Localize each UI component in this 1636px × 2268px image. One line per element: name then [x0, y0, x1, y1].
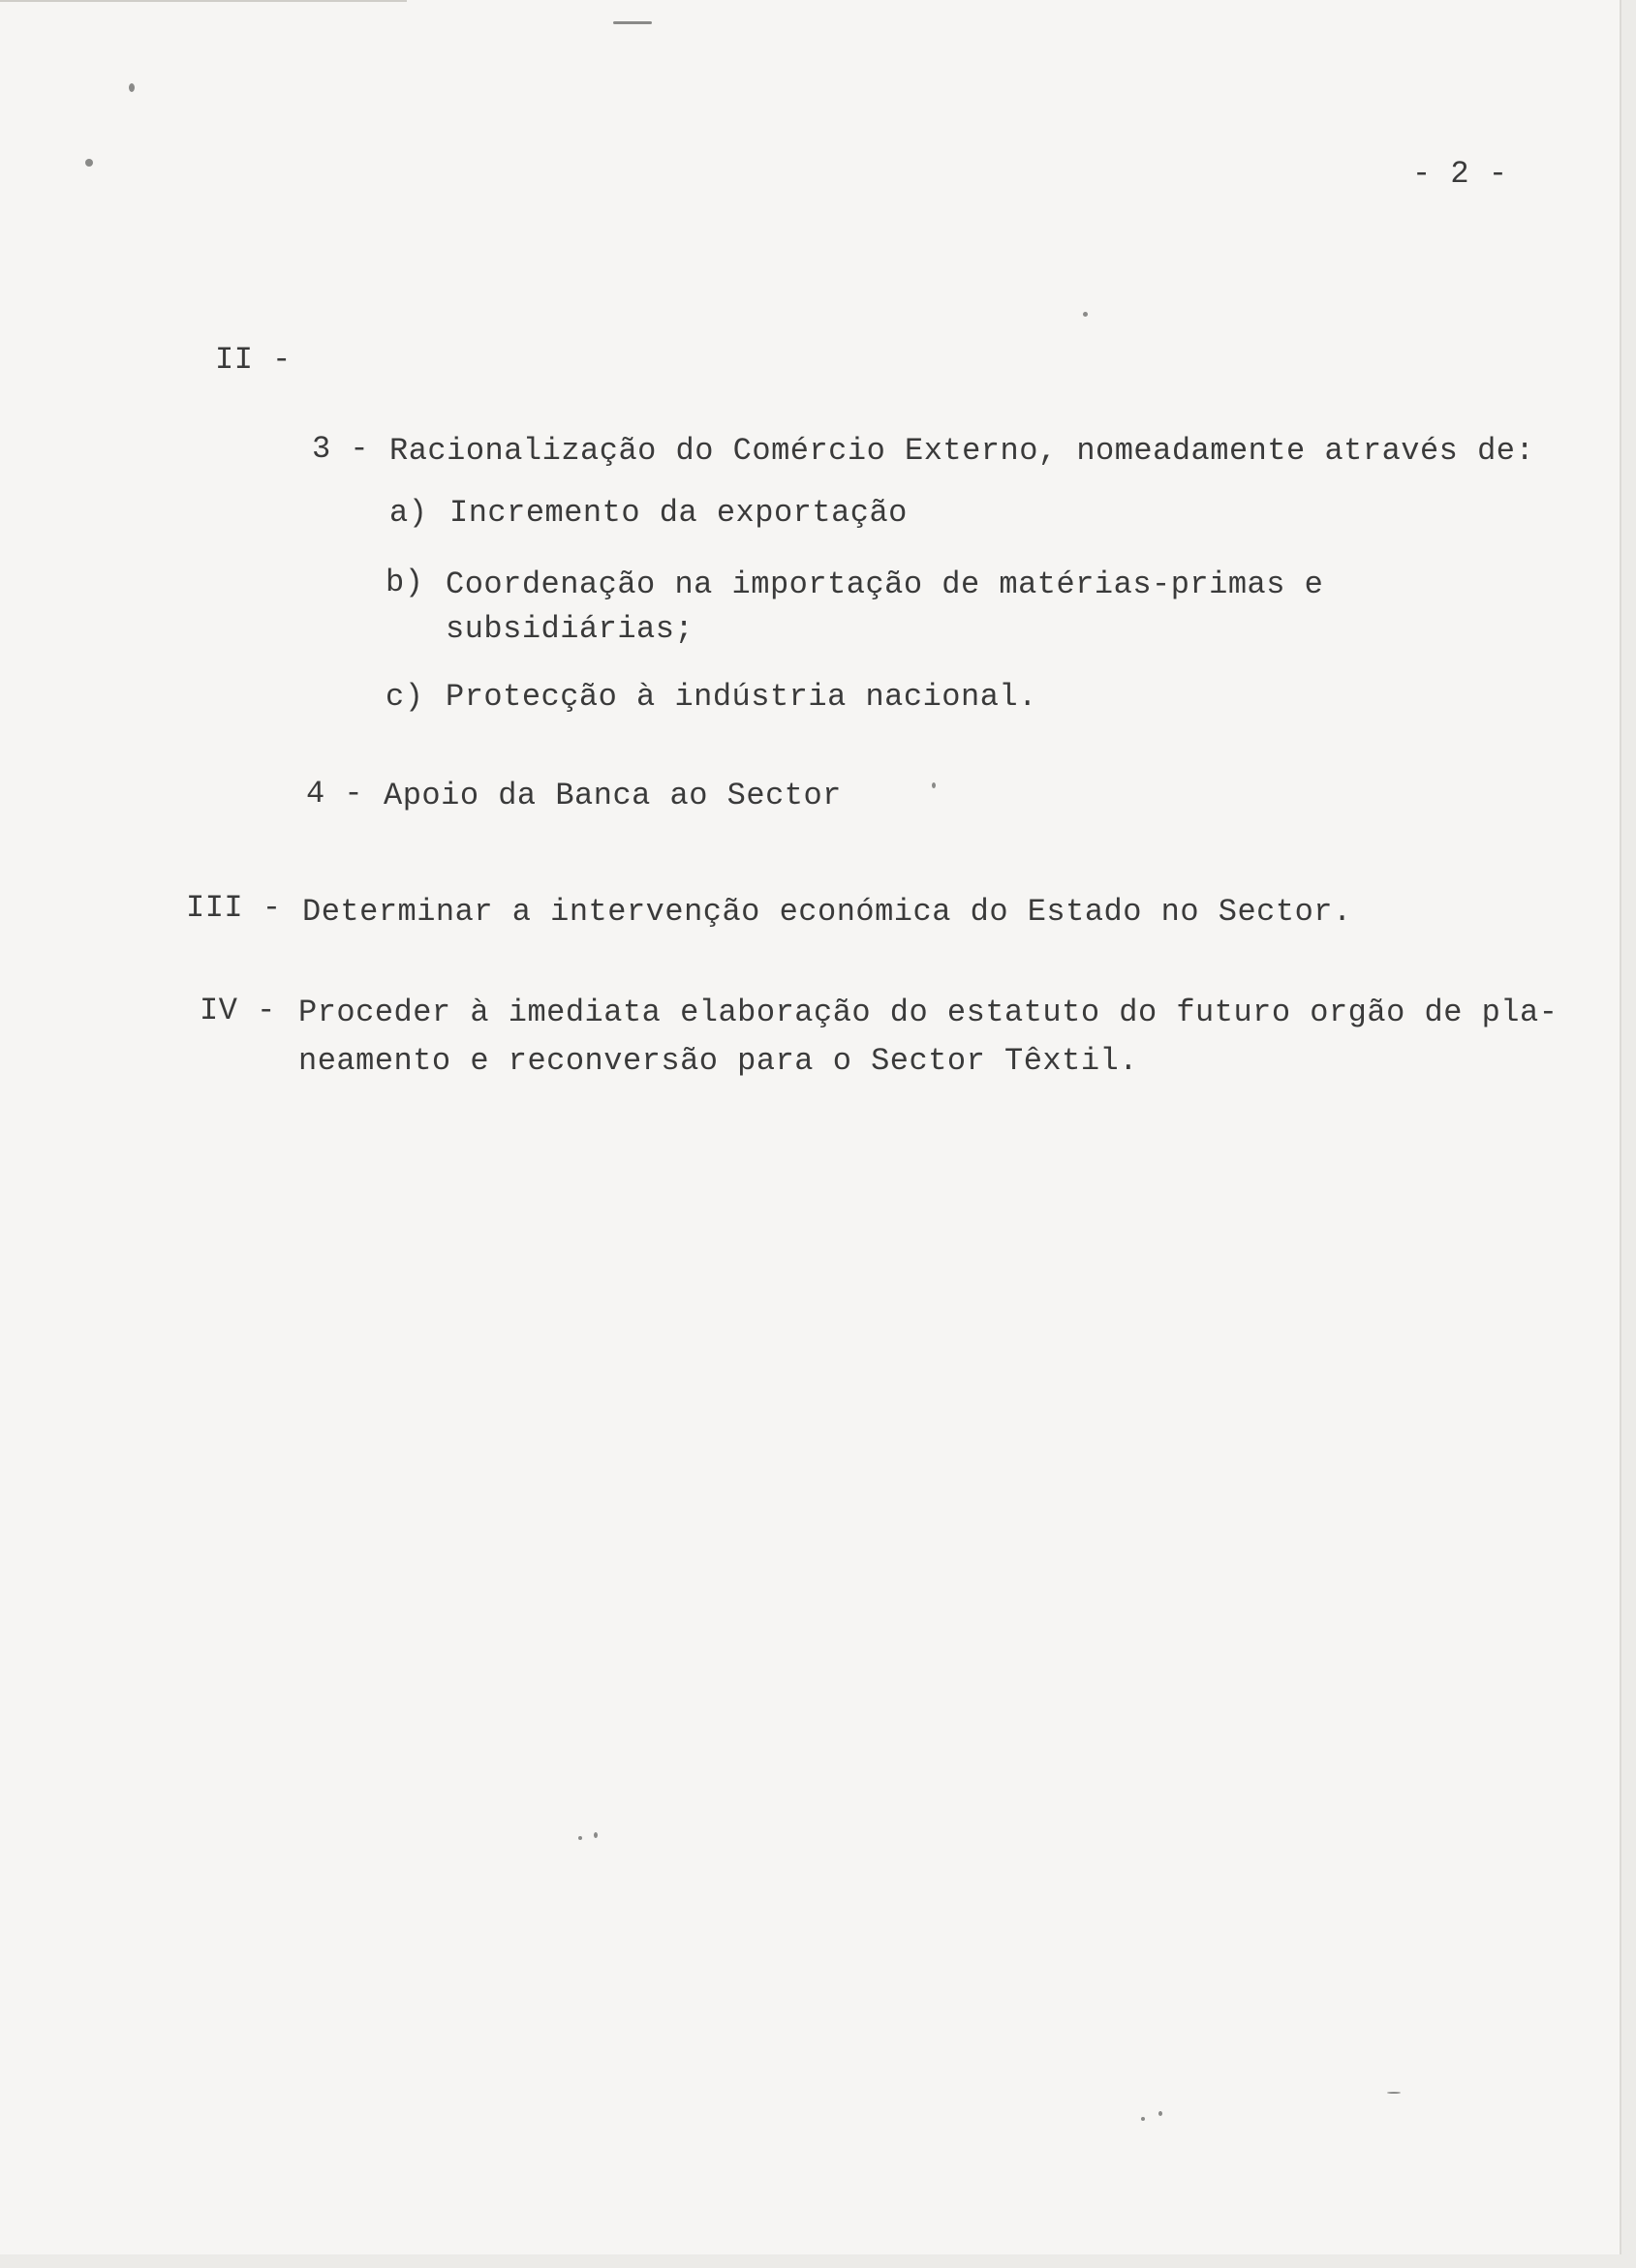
scan-speck	[85, 159, 93, 167]
scan-speck	[1083, 312, 1088, 317]
subitem-c-label: c)	[386, 679, 424, 715]
item-4-number: 4 -	[306, 776, 364, 812]
scan-speck	[594, 1832, 598, 1838]
scan-speck	[1387, 2092, 1401, 2094]
section-iv-line-2: neamento e reconversão para o Sector Têxtil.	[298, 1043, 1138, 1079]
section-iv-line-1: Proceder à imediata elaboração do estatuto do futuro orgão de pla-	[298, 995, 1559, 1030]
subitem-c-text: Protecção à indústria nacional.	[446, 679, 1037, 715]
section-ii-numeral: II -	[215, 342, 292, 378]
item-3-number: 3 -	[312, 431, 370, 467]
scan-speck	[1141, 2117, 1145, 2121]
page-edge	[0, 0, 407, 2]
subitem-b-line-1: Coordenação na importação de matérias-primas e	[446, 567, 1324, 602]
section-iv-numeral: IV -	[200, 993, 276, 1028]
subitem-b-line-2: subsidiárias;	[446, 611, 695, 647]
scan-speck	[129, 83, 135, 92]
scan-speck	[1158, 2111, 1162, 2116]
subitem-b-label: b)	[386, 565, 424, 600]
page-number: - 2 -	[1412, 156, 1508, 192]
section-iii-text: Determinar a intervenção económica do Estado no Sector.	[302, 894, 1352, 930]
section-iii-numeral: III -	[186, 890, 282, 926]
scan-speck	[932, 782, 936, 788]
item-4-text: Apoio da Banca ao Sector	[384, 778, 842, 813]
item-3-text: Racionalização do Comércio Externo, nomeadamente através de:	[389, 433, 1535, 469]
scan-speck	[613, 21, 652, 24]
subitem-a-text: Incremento da exportação	[449, 495, 908, 531]
scan-speck	[578, 1836, 582, 1840]
subitem-a-label: a)	[389, 495, 428, 531]
